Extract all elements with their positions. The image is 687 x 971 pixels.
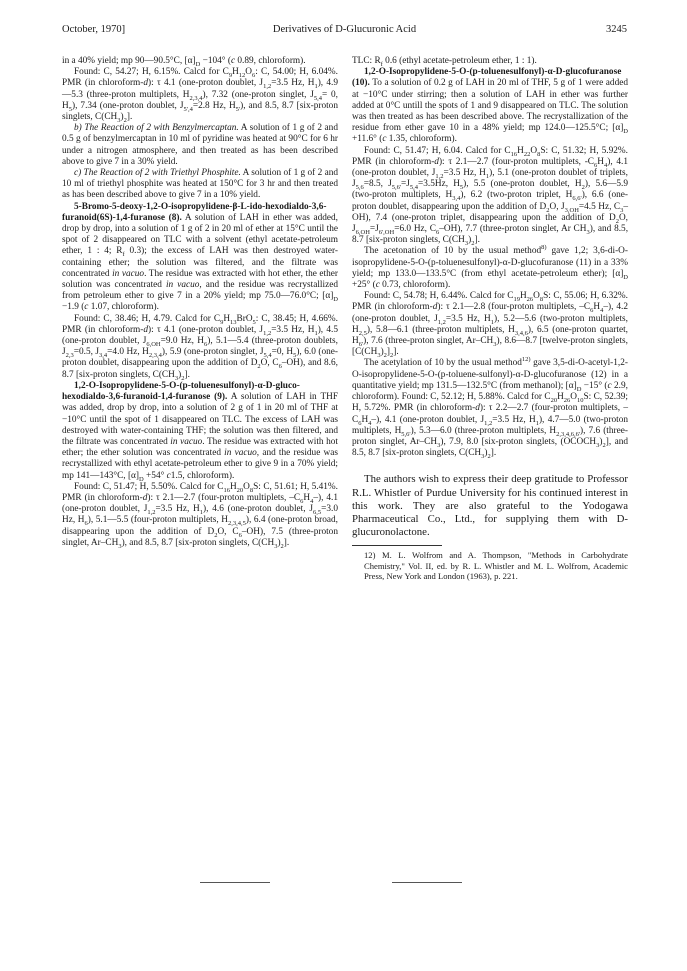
text-run: 5 xyxy=(293,352,297,360)
text-run: 16 xyxy=(510,150,518,158)
text-run: H xyxy=(229,481,237,492)
text-run: ), 7.6 (three-proton singlet, Ar–CH xyxy=(352,425,628,447)
text-run: 5,4 xyxy=(263,352,272,360)
text-run: ), 7.6 (three-proton singlet, Ar–CH xyxy=(363,336,494,347)
text-run: 6 xyxy=(594,161,598,169)
text-run: Found: C, 38.46; H, 4.79. Calcd for C xyxy=(74,313,221,324)
text-run: 2 xyxy=(257,363,261,371)
text-run: , and the residue was recrystallized with ethyl acetate-petroleum ether to give 9 in a 70% yield; mp 141—143°C, [α] xyxy=(62,448,338,481)
text-run: 4 xyxy=(603,161,608,169)
running-header xyxy=(62,24,627,40)
text-run: 1 xyxy=(485,172,490,180)
text-run: D xyxy=(195,60,201,68)
text-run: 1.07, chloroform). xyxy=(88,302,159,313)
text-run: +54° xyxy=(143,470,167,481)
text-run: ]. xyxy=(126,112,133,123)
text-run: +11.6° ( xyxy=(352,134,383,145)
text-run: 6 xyxy=(203,340,208,348)
left-column-paragraph xyxy=(62,67,338,123)
text-run: 2 xyxy=(602,441,606,449)
text-run: +25° ( xyxy=(352,280,376,291)
text-run: Found: C, 51.47; H, 6.04. Calcd for C xyxy=(364,145,511,156)
text-run: ), and 8.5, 8.7 [six-proton singlets, C(CH xyxy=(62,100,338,123)
text-run: =3.5 Hz, H xyxy=(271,78,315,89)
text-run: 2,3,4 xyxy=(189,94,203,102)
text-run: 2 xyxy=(181,374,185,382)
text-run: 6 xyxy=(84,520,88,528)
text-run: 2,5 xyxy=(358,329,367,337)
text-run: Found: C, 51.47; H, 5.50%. Calcd for C xyxy=(74,481,224,492)
text-run: 20 xyxy=(236,486,244,494)
left-column-paragraph xyxy=(62,56,338,67)
text-run: c xyxy=(375,280,380,291)
text-run: 8 xyxy=(537,150,541,158)
text-run: 3 xyxy=(437,441,441,449)
right-column xyxy=(352,56,628,582)
text-run: ), 5.3—6.0 (three-proton multiplets, H xyxy=(410,425,557,436)
text-run: ), 6.2 (two-proton triplet, H xyxy=(460,190,573,201)
footnote-rule xyxy=(352,545,442,546)
text-run: ]. xyxy=(393,347,399,358)
text-run: 3 xyxy=(274,542,278,550)
text-run: 6 xyxy=(590,307,594,315)
text-run: ), 4.6 (one-proton doublet, J xyxy=(203,504,313,515)
text-run: 2 xyxy=(280,542,284,550)
text-run: ), 4.9—5.3 (three-proton multiplets, H xyxy=(62,78,338,100)
text-run: d xyxy=(432,302,438,313)
text-run: 3,4,6 xyxy=(514,329,528,337)
text-run: 2 xyxy=(487,452,491,460)
left-column-paragraph xyxy=(62,381,338,482)
text-run: gave 1,2; 3,6-di-O-isopropylidene-5-O-(p-toluenesulfonyl)-α-D-glucofuranose (11) in a 33% yield; mp 133.0—133.5°C (from ethyl acetate-petroleum ether); [α] xyxy=(352,246,628,279)
right-column-paragraph xyxy=(352,56,628,67)
text-run: ]. xyxy=(474,235,480,246)
text-run: 3 xyxy=(117,116,121,124)
page-bottom-rule-right xyxy=(392,882,462,883)
text-run: H xyxy=(593,302,601,313)
text-run: : C, 38.45; H, 4.66%. PMR (in chloroform- xyxy=(62,313,338,335)
text-run: in a 40% yield; mp 90—90.5°C, [α] xyxy=(62,56,196,66)
header-page-number: 3245 xyxy=(606,24,627,35)
text-run: 3 xyxy=(377,352,381,360)
text-run: 1 xyxy=(199,508,204,516)
text-run: ) xyxy=(380,347,384,358)
text-run: Found: C, 54.27; H, 6.15%. Calcd for C xyxy=(74,67,229,78)
text-run: 2,3,4,5 xyxy=(227,520,246,528)
text-run: ), 7.9, 8.0 [six-proton singlets, (OCOCH xyxy=(440,436,597,447)
text-run: ), 6.6 (one-proton doublet, disappearing upon the addition of D xyxy=(352,190,628,212)
text-run: S: C, 55.06; H, 6.32%. PMR (in chloroform- xyxy=(352,291,628,313)
text-run: 8) xyxy=(541,244,547,252)
text-run: S: C, 51.61; H, 5.41%. PMR (in chloroform- xyxy=(62,481,338,503)
text-run: –), 4.2 (one-proton doublet, J xyxy=(352,302,628,324)
text-run: To a solution of 0.2 g of LAH in 20 ml of THF, 5 g of 1 were added at −10°C under stirring; then a solution of LAH in ether was further added at 0°C untill the spots of 1 and 9 disappeared on TLC. The solution was then treated as has been described above. The recrystallization of the residue from ether gave 10 in a 48% yield; mp 124.0—125.5°C; [α] xyxy=(352,78,628,134)
text-run: 5' xyxy=(235,105,241,113)
text-run: gave 3,5-di-O-acetyl-1,2-O-isopropylidene-5-O-(p-toluene-sulfonyl)-α-D-glucofuranose (12) in a quantitative yield; mp 131.5—132.5°C (from methanol); [α] xyxy=(352,358,628,391)
text-run: 2 xyxy=(123,116,127,124)
text-run: ), 5.6—5.9 (two-proton multiplets, H xyxy=(352,179,629,201)
text-run: 6 xyxy=(278,363,282,371)
right-column-paragraphs xyxy=(352,56,628,459)
text-run: O, J xyxy=(352,212,628,235)
text-run: ), 7.32 (one-proton singlet, J xyxy=(202,89,314,100)
text-run: TLC: R xyxy=(352,56,381,66)
text-run: −104° ( xyxy=(200,56,231,66)
text-run: 5,4 xyxy=(313,94,323,102)
text-run: 6,5 xyxy=(312,508,322,516)
text-run: =2.8 Hz, H xyxy=(192,100,236,111)
text-run: 0.6 (ethyl acetate-petroleum ether, 1 : 1). xyxy=(382,56,537,66)
left-column-paragraph xyxy=(62,202,338,314)
text-run: 5,6' xyxy=(391,184,402,192)
text-run: 2,3 xyxy=(65,352,74,360)
text-run: =J xyxy=(401,179,410,190)
text-run: H xyxy=(519,291,527,302)
text-run: 12 xyxy=(238,72,246,80)
text-run: in vacuo xyxy=(224,448,257,459)
text-run: ): τ 2.1—2.8 (four-proton multiplets, –C xyxy=(437,302,591,313)
text-run: BrO xyxy=(236,313,253,324)
text-run: –OH), 7.7 (three-proton singlet, Ar CH xyxy=(439,224,587,235)
text-run: 2 xyxy=(214,531,218,539)
text-run: A solution of LAH in ether was added, drop by drop, into a solution of 1 g of 2 in 20 ml of ether at 15°C until the spot of 2 disappeared on TLC with a solvent (ethyl acetate-petroleum ether, 1 : 4; R xyxy=(62,212,339,257)
text-run: D xyxy=(139,475,144,483)
acknowledgement: The authors wish to express their deep gratitude to Professor R.L. Whistler of Purdue University for his continued interest in this work. They are also grateful to the Yodogawa Pharmaceutical Co., Ltd., for supplying them with D-glucuronolactone. xyxy=(352,473,628,539)
text-run: 5 xyxy=(459,184,464,192)
text-run: 4 xyxy=(368,419,372,427)
text-run: H xyxy=(557,392,564,403)
footnote-12: 12) M. L. Wolfrom and A. Thompson, "Methods in Carbohydrate Chemistry," Vol. II, ed. by R. L. Whistler and M. L. Wolfrom, Academic Press, New York and London (1963), p. 221. xyxy=(364,550,628,582)
text-run: . The residue was extracted with hot ether; the ether solution was concentrated xyxy=(62,436,338,459)
text-run: 0.89, chloroform). xyxy=(235,56,306,66)
text-run: O xyxy=(245,67,252,78)
text-run: ) xyxy=(468,235,472,246)
text-run: 1.5, chloroform). xyxy=(170,470,235,481)
text-run: ) xyxy=(277,537,281,548)
text-run: ), and 8.5, 8.7 [six-proton singlets, C(CH xyxy=(352,224,629,246)
left-column-paragraph xyxy=(62,482,338,549)
text-run: : C, 54.00; H, 6.04%. PMR (in chloroform- xyxy=(62,67,338,89)
text-run: c xyxy=(382,134,387,145)
text-run: 1,2-O-Isopropylidene-5-O-(p-toluenesulfonyl)-α-D-gluco-hexodialdo-3,6-furanoid-1,4-furanose (9). xyxy=(62,380,300,403)
text-run: 3,4 xyxy=(99,352,108,360)
text-run: 3 xyxy=(464,240,469,248)
text-run: 5 xyxy=(68,105,72,113)
text-run: 20 xyxy=(550,396,558,404)
text-run: d xyxy=(142,492,148,503)
text-run: 1 xyxy=(490,318,494,326)
text-run: b) The Reaction of 2 with Benzylmercaptan. xyxy=(74,123,239,134)
text-run: 1,2 xyxy=(263,329,272,337)
text-run: ): τ 2.1—2.7 (four-proton multiplets, -C xyxy=(438,156,595,167)
text-run: 26 xyxy=(526,296,534,304)
text-run: =4.0 Hz, H xyxy=(107,347,149,358)
text-run: =6.0 Hz, C xyxy=(394,224,436,235)
left-column-paragraph xyxy=(62,168,338,202)
text-run: 1,2-O-Isopropylidene-5-O-(p-toluenesulfonyl)-α-D-glucofuranose (10). xyxy=(352,67,622,89)
text-run: in vacuo xyxy=(165,280,200,291)
text-run: 1,2 xyxy=(263,83,272,91)
header-title: Derivatives of D-Glucuronic Acid xyxy=(272,24,417,35)
text-run: ), and 8.5, 8.7 [six-proton singlets, C(CH xyxy=(121,537,275,548)
text-run: 12) xyxy=(521,356,531,364)
text-run: =3.5Hz, H xyxy=(418,179,460,190)
text-run: 3 xyxy=(118,542,122,550)
text-run: 2 xyxy=(383,352,387,360)
text-run: H xyxy=(361,414,369,425)
text-run: D xyxy=(333,296,338,304)
text-run: ), 6.0 (one-proton doublet, disappearing upon the addition of D xyxy=(62,347,338,369)
text-run: 6,6' xyxy=(572,195,582,203)
header-date: October, 1970] xyxy=(62,24,126,35)
text-run: ) xyxy=(178,369,182,380)
text-run: 4 xyxy=(600,307,604,315)
text-run: 2.9, chloroform). Found: C, 52.12; H, 5.88%. Calcd for C xyxy=(352,380,628,403)
text-run: 3,4 xyxy=(452,195,461,203)
text-run: ] xyxy=(386,347,391,358)
text-run: 6 xyxy=(435,228,440,236)
text-run: –OH), and 8.6, 8.7 [six-proton singlets, C(CH xyxy=(62,358,338,380)
text-run: 3 xyxy=(586,228,590,236)
text-run: ]. xyxy=(184,369,190,380)
text-run: H xyxy=(517,145,524,156)
text-run: D xyxy=(623,128,628,136)
text-run: =0, H xyxy=(271,347,294,358)
page-bottom-rule-left xyxy=(200,882,270,883)
text-run: d xyxy=(143,324,149,335)
text-run: c xyxy=(166,470,171,481)
text-run: A solution of 1 g of 2 and 10 ml of triethyl phosphite was heated at 150°C for 3 hr and then treated as has been described above to give 7 in a 10% yield. xyxy=(62,168,339,201)
text-run: –), 4.1 (one-proton doublet, J xyxy=(62,492,338,515)
text-run: H xyxy=(303,492,311,503)
text-run: 2,3,4 xyxy=(148,352,162,360)
text-run: O, J xyxy=(549,201,565,212)
text-run: 6' xyxy=(358,340,364,348)
text-run: 1,2 xyxy=(437,318,446,326)
text-run: 1 xyxy=(314,83,318,91)
text-run: –OH), 7.4 (one-proton triplet, disappearing upon the addition of D xyxy=(352,201,628,223)
text-run: d xyxy=(143,78,149,89)
text-run: H xyxy=(223,313,231,324)
text-run: 6',OH xyxy=(378,228,395,236)
text-run: 6 xyxy=(358,419,362,427)
text-run: D xyxy=(576,385,582,393)
text-run: 16 xyxy=(223,486,230,494)
text-run: O, C xyxy=(217,526,239,537)
text-run: 5,6' xyxy=(401,430,411,438)
text-run: in vacuo xyxy=(112,268,145,279)
text-run: . The residue was extracted with hot ether, the ether solution was concentrated xyxy=(62,268,338,291)
text-run: S: C, 52.39; H, 5.72%. PMR (in chloroform- xyxy=(352,392,628,414)
text-run: ) xyxy=(599,436,603,447)
text-run: 22 xyxy=(523,150,531,158)
text-run: O xyxy=(570,392,577,403)
text-run: A solution of 1 g of 2 and 0.5 g of benzylmercaptan in 10 ml of pyridine was heated at 90°C for 6 hr under a nitrogen atmosphere, and then treated as has been described above to give 7 in a 30% yield. xyxy=(62,123,338,167)
text-run: c) The Reaction of 2 with Triethyl Phosphite. xyxy=(74,168,241,179)
text-run: 3 xyxy=(493,340,497,348)
text-run: ]. xyxy=(283,537,290,548)
text-run: =3.0 Hz, H xyxy=(62,504,338,526)
right-column-paragraph xyxy=(352,358,628,459)
text-run: =0.5, J xyxy=(73,347,100,358)
text-run: −15° ( xyxy=(581,380,608,391)
text-run: D xyxy=(623,273,628,281)
text-run: 2,3,4,6,6' xyxy=(556,430,581,438)
text-run: 1 xyxy=(535,419,539,427)
text-run: 13 xyxy=(230,318,237,326)
text-run: 1,2 xyxy=(147,508,156,516)
text-run: ), 5.9 (one-proton singlet, J xyxy=(161,347,264,358)
text-run: ]. xyxy=(490,448,497,459)
text-run: ), 8.6—8.7 [twelve-proton singlets, [C(CH xyxy=(352,336,628,358)
text-run: 6 xyxy=(300,497,304,505)
text-run: 3,OH xyxy=(564,206,579,214)
text-run: ), 5.1—5.4 (three-proton doublets, J xyxy=(62,336,338,358)
text-run: 5-Bromo-5-deoxy-1,2-O-isopropylidene-β-L-ido-hexodialdo-3,6-furanoid(6S)-1,4-furanose (8). xyxy=(62,201,327,223)
text-run: 5,4 xyxy=(409,184,419,192)
text-run: −1.9 ( xyxy=(62,302,85,313)
text-run: in vacuo xyxy=(170,436,203,447)
text-run: =3.5 Hz, H xyxy=(492,414,536,425)
text-run: ), 6.4 (one-proton broad, disappearing upon the addition of D xyxy=(62,515,339,537)
text-run: –OH), 7.5 (three-proton singlet, Ar–CH xyxy=(62,526,338,548)
text-run: 5',4 xyxy=(183,105,193,113)
text-run: =4.5 Hz, C xyxy=(578,201,621,212)
text-run: ) xyxy=(120,112,124,123)
text-run: S: C, 51.32; H, 5.92%. PMR (in chloroform- xyxy=(352,145,628,167)
text-run: =3.5 Hz, H xyxy=(445,313,491,324)
text-run: 26 xyxy=(563,396,571,404)
text-run: 0.73, chloroform). xyxy=(379,280,451,291)
text-run: ): τ 4.1 (one-proton doublet, J xyxy=(148,324,264,335)
text-run: 4 xyxy=(310,497,314,505)
text-run: =3.5 Hz, H xyxy=(271,324,315,335)
text-run: 5,6 xyxy=(355,184,364,192)
text-run: d xyxy=(475,403,480,414)
text-run: 6,OH xyxy=(146,340,161,348)
text-run: 2 xyxy=(471,240,475,248)
text-run: ): τ 4.1 (one-proton doublet, J xyxy=(148,78,264,89)
text-run: 0.3); the excess of LAH was then destroyed water-containing ether; the solution was filtered, and the filtrate was concentrated xyxy=(62,246,338,279)
text-run: f xyxy=(380,60,383,68)
text-run: ), 4.7—5.0 (two-proton multiplets, H xyxy=(352,414,628,436)
text-run: 3 xyxy=(481,452,485,460)
text-run: 3 xyxy=(596,441,600,449)
text-run: O xyxy=(533,291,540,302)
right-column-paragraph xyxy=(352,291,628,358)
text-run: 3 xyxy=(174,374,179,382)
text-run: H xyxy=(597,156,604,167)
text-run: c xyxy=(230,56,236,66)
right-column-paragraph xyxy=(352,67,628,145)
text-run: ), 5.1 (one-proton doublet of triplets, J xyxy=(352,168,628,190)
text-run: ), 5.2—5.6 (two-proton multiplets, H xyxy=(352,313,628,335)
text-run: 9 xyxy=(220,318,224,326)
text-run: c xyxy=(607,380,612,391)
text-run: 8 xyxy=(249,486,254,494)
text-run: 1,2 xyxy=(484,419,493,427)
text-run: 6 xyxy=(238,531,242,539)
text-run: ) xyxy=(484,448,488,459)
text-run: =9.0 Hz, H xyxy=(160,336,204,347)
text-run: O xyxy=(243,481,250,492)
text-run: –), 4.1 (one-proton doublet, J xyxy=(371,414,485,425)
text-run: ], and 8.5, 8.7 [six-proton singlets, C(CH xyxy=(352,436,628,459)
text-run: 6 xyxy=(252,72,256,80)
text-run: 1,2 xyxy=(435,172,444,180)
text-run: 2 xyxy=(390,352,394,360)
text-run: , and the residue was recrystallized from petroleum ether to give 7 in a 20% yield; mp 75.0—76.0°C; [α] xyxy=(62,280,338,302)
text-run: 1 xyxy=(314,329,318,337)
right-column-paragraph xyxy=(352,246,628,291)
text-run: ), 4.1 (one-proton doublet, J xyxy=(352,156,628,179)
text-run: 9 xyxy=(228,72,233,80)
left-column xyxy=(62,56,338,549)
text-run: =J xyxy=(369,224,379,235)
text-run: 3 xyxy=(620,206,624,214)
text-run: 8 xyxy=(539,296,544,304)
text-run: O, C xyxy=(260,358,279,369)
text-run: H xyxy=(232,67,239,78)
text-run: 10 xyxy=(577,396,584,404)
text-run: c xyxy=(84,302,89,313)
text-run: f xyxy=(122,251,125,259)
text-run: =8.5, J xyxy=(363,179,392,190)
text-run: =3.5 Hz, H xyxy=(443,168,486,179)
text-run: The acetylation of 10 by the usual method xyxy=(364,358,522,369)
text-run: ), 6.5 (one-proton quartet, H xyxy=(352,324,628,347)
text-run: 19 xyxy=(513,296,520,304)
text-run: 1.35, chloroform). xyxy=(386,134,457,145)
text-run: Found: C, 54.78; H, 6.44%. Calcd for C xyxy=(364,291,514,302)
text-run: 2 xyxy=(546,206,550,214)
left-column-paragraph xyxy=(62,314,338,381)
text-run: 2 xyxy=(615,217,619,225)
text-run: ), 5.8—6.1 (three-proton multiplets, H xyxy=(366,324,515,335)
text-run: ), 5.1—5.5 (four-proton multiplets, H xyxy=(87,515,228,526)
text-run: = 0, H xyxy=(62,89,338,111)
text-run: ): τ 2.1—2.7 (four-proton multiplets, –C xyxy=(147,492,301,503)
text-run: A solution of LAH in THF was added, drop by drop, into a solution of 2 g of 1 in 20 ml of THF at −10°C until the spot of 1 disappeared on TLC. The excess of LAH was destroyed with water-containing THF; the solution was then filtered, and the filtrate was concentrated xyxy=(62,392,339,447)
text-run: ): τ 2.2—2.7 (four-proton multiplets, –C xyxy=(352,403,628,425)
text-run: ), 5.5 (one-proton doublet, H xyxy=(463,179,582,190)
text-run: 2 xyxy=(581,184,585,192)
text-run: d xyxy=(434,156,439,167)
right-column-paragraph xyxy=(352,146,628,247)
text-run: =3.5 Hz, H xyxy=(155,504,200,515)
text-run: ), 7.34 (one-proton doublet, J xyxy=(71,100,184,111)
text-run: 6,OH xyxy=(355,228,370,236)
text-run: 5 xyxy=(252,318,256,326)
left-column-paragraph xyxy=(62,123,338,168)
text-run: The acetonation of 10 by the usual method xyxy=(364,246,542,257)
text-run: ), 4.5 (one-proton doublet, J xyxy=(62,324,338,347)
text-run: O xyxy=(530,145,538,156)
